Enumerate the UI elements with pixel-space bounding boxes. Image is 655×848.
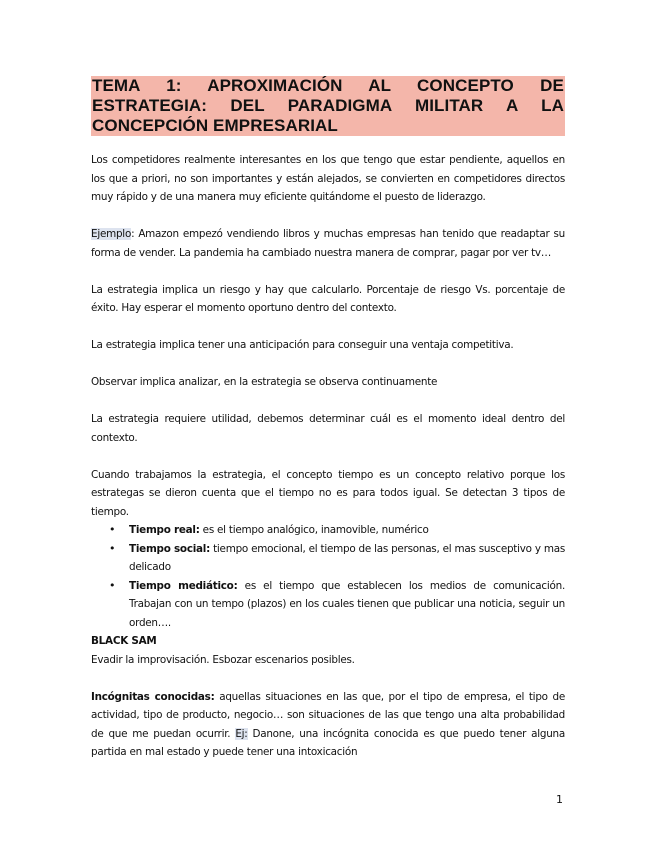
ej-label: Ej: <box>235 727 248 740</box>
list-item <box>129 521 565 540</box>
page-content <box>91 76 565 762</box>
spacer <box>91 318 565 337</box>
paragraph-improvisacion: Evadir la improvisación. Esbozar escenarios posibles. <box>91 653 355 666</box>
list-item-term: Tiempo real: <box>129 524 200 536</box>
list-item-text: es el tiempo analógico, inamovible, numérico <box>199 524 429 536</box>
paragraph-tiempo: Cuando trabajamos la estrategia, el concepto tiempo es un concepto relativo porque los estrategas se dieron cuenta que el tiempo no es para todos igual. Se detectan 3 tipos de tiempo. <box>91 468 565 518</box>
black-sam-heading <box>91 632 565 651</box>
list-item <box>129 577 565 633</box>
incognitas-text-2: Danone, una incógnita conocida es que puedo tener alguna partida en mal estado y puede tener una intoxicación <box>91 727 565 758</box>
list-item-term: Tiempo social: <box>129 542 211 555</box>
page-number: 1 <box>556 793 563 806</box>
paragraph-riesgo: La estrategia implica un riesgo y hay que calcularlo. Porcentaje de riesgo Vs. porcentaje de éxito. Hay esperar el momento oportuno dentro del contexto. <box>91 283 565 314</box>
paragraph-incognitas <box>91 688 565 762</box>
paragraph-observar: Observar implica analizar, en la estrategia se observa continuamente <box>91 376 438 388</box>
paragraph-competidores: Los competidores realmente interesantes en los que tengo que estar pendiente, aquellos en los que a priori, no son importantes y están alejados, se convierten en competidores directos muy rápido y de una manera muy eficiente quitándome el puesto de liderazgo. <box>91 154 565 203</box>
paragraph-anticipacion: La estrategia implica tener una anticipación para conseguir una ventaja competitiva. <box>91 339 514 351</box>
page-title: TEMA 1: APROXIMACIÓN AL CONCEPTO DE ESTRATEGIA: DEL PARADIGMA MILITAR A LA CONCEPCIÓN EMPRESARIAL <box>92 76 564 135</box>
tiempo-list <box>91 521 565 632</box>
spacer <box>91 447 565 466</box>
incognitas-text: aquellas situaciones en las que, por el tipo de empresa, el tipo de actividad, tipo de producto, negocio… son situaciones de las que tengo una alta probabilidad de que me puedan ocurrir. <box>91 690 565 740</box>
ejemplo-label: Ejemplo <box>91 228 132 240</box>
ejemplo-text: : Amazon empezó vendiendo libros y muchas empresas han tenido que readaptar su forma de vender. La pandemia ha cambiado nuestra manera de comprar, pagar por ver tv… <box>91 228 565 259</box>
list-item-text: tiempo emocional, el tiempo de las personas, el mas susceptivo y mas delicado <box>129 542 565 573</box>
list-item-term: Tiempo mediático: <box>129 579 238 592</box>
spacer <box>91 207 565 226</box>
spacer <box>91 669 565 688</box>
spacer <box>91 392 565 411</box>
paragraph-utilidad: La estrategia requiere utilidad, debemos determinar cuál es el momento ideal dentro del contexto. <box>91 413 565 444</box>
paragraph-ejemplo <box>91 225 565 262</box>
incognitas-term: Incógnitas conocidas: <box>91 690 215 703</box>
list-item-text: es el tiempo que establecen los medios de comunicación. Trabajan con un tempo (plazos) en los cuales tienen que publicar una noticia, seguir un orden…. <box>129 579 565 629</box>
spacer <box>91 355 565 374</box>
list-item <box>129 540 565 577</box>
black-sam-label: BLACK SAM <box>91 635 157 647</box>
spacer <box>91 262 565 281</box>
